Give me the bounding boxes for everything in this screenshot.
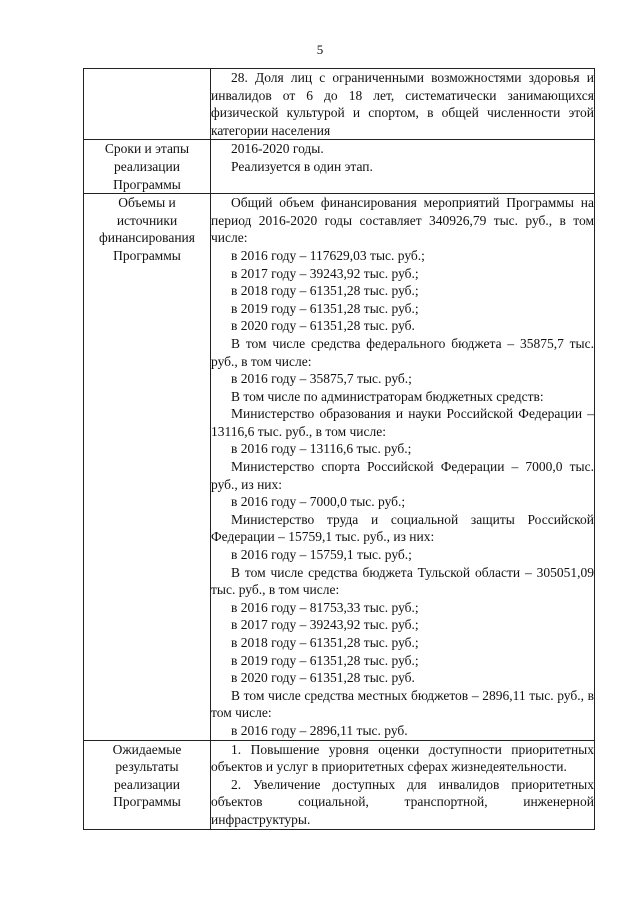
row-label-line: Ожидаемые (112, 741, 182, 757)
row-content-cell (211, 140, 595, 194)
content-paragraph: в 2019 году – 61351,28 тыс. руб.; (231, 652, 419, 668)
content-paragraph: в 2020 году – 61351,28 тыс. руб. (231, 318, 415, 334)
program-passport-table (83, 68, 595, 830)
content-paragraph: 2. Увеличение доступных для инвалидов приоритетных объектов социальной, транспортной, инженерной инфраструктуры. (211, 776, 594, 827)
row-label-line: Объемы и (118, 195, 176, 211)
content-paragraph: в 2016 году – 2896,11 тыс. руб. (231, 722, 408, 738)
content-paragraph: В том числе средства бюджета Тульской области – 305051,09 тыс. руб., в том числе: (211, 564, 594, 598)
content-paragraph: В том числе по администраторам бюджетных средств: (231, 388, 544, 404)
content-paragraph: Общий объем финансирования мероприятий Программы на период 2016-2020 годы составляет 340926,79 тыс. руб., в том числе: (211, 195, 594, 246)
table-row (84, 740, 595, 829)
row-label-line: Программы (113, 176, 181, 192)
row-content-cell (211, 194, 595, 740)
content-paragraph: в 2016 году – 13116,6 тыс. руб.; (231, 441, 412, 457)
row-label-line: реализации (114, 776, 180, 792)
content-paragraph: 1. Повышение уровня оценки доступности приоритетных объектов и услуг в приоритетных сферах жизнедеятельности. (211, 741, 594, 775)
content-paragraph: Министерство спорта Российской Федерации – 7000,0 тыс. руб., из них: (211, 459, 594, 492)
content-paragraph: в 2016 году – 35875,7 тыс. руб.; (231, 371, 412, 387)
content-paragraph: в 2016 году – 15759,1 тыс. руб.; (231, 547, 412, 563)
row-label-line: реализации (114, 158, 180, 174)
content-paragraph: в 2017 году – 39243,92 тыс. руб.; (231, 265, 419, 281)
content-paragraph: в 2018 году – 61351,28 тыс. руб.; (231, 635, 419, 650)
table-row (84, 69, 595, 140)
row-label-cell (84, 140, 211, 194)
row-label-line: результаты (115, 759, 179, 775)
content-paragraph: В том числе средства местных бюджетов – 2896,11 тыс. руб., в том числе: (211, 687, 594, 721)
content-paragraph: в 2019 году – 61351,28 тыс. руб.; (231, 300, 419, 316)
row-label-cell (84, 740, 211, 829)
row-label-cell (84, 69, 211, 140)
page-number: 5 (316, 42, 324, 57)
content-paragraph: в 2016 году – 117629,03 тыс. руб.; (231, 247, 425, 263)
row-label-line: финансирования (99, 230, 195, 246)
row-label-line: источники (116, 212, 178, 228)
table-row (84, 194, 595, 740)
content-paragraph: 2016-2020 годы. (231, 141, 324, 157)
content-paragraph: В том числе средства федерального бюджета – 35875,7 тыс. руб., в том числе: (211, 335, 594, 369)
content-paragraph: Министерство труда и социальной защиты Российской Федерации – 15759,1 тыс. руб., из них: (211, 511, 594, 545)
row-label-line: Сроки и этапы (104, 141, 190, 157)
row-label-cell (84, 194, 211, 740)
content-paragraph: в 2017 году – 39243,92 тыс. руб.; (231, 617, 419, 633)
content-paragraph: в 2020 году – 61351,28 тыс. руб. (231, 670, 415, 686)
row-label-line: Программы (113, 794, 181, 810)
row-content-cell (211, 740, 595, 829)
content-paragraph: в 2016 году – 7000,0 тыс. руб.; (231, 494, 406, 510)
content-paragraph: 28. Доля лиц с ограниченными возможностями здоровья и инвалидов от 6 до 18 лет, систематически занимающихся физической культурой и спортом, в общей численности этой категории населения (211, 70, 594, 138)
content-paragraph: в 2018 году – 61351,28 тыс. руб.; (231, 283, 419, 299)
table-row (84, 140, 595, 194)
content-paragraph: Реализуется в один этап. (231, 158, 373, 174)
content-paragraph: в 2016 году – 81753,33 тыс. руб.; (231, 599, 419, 615)
content-paragraph: Министерство образования и науки Российской Федерации – 13116,6 тыс. руб., в том числе: (211, 406, 594, 439)
row-label-line: Программы (113, 247, 181, 263)
row-content-cell (211, 69, 595, 140)
